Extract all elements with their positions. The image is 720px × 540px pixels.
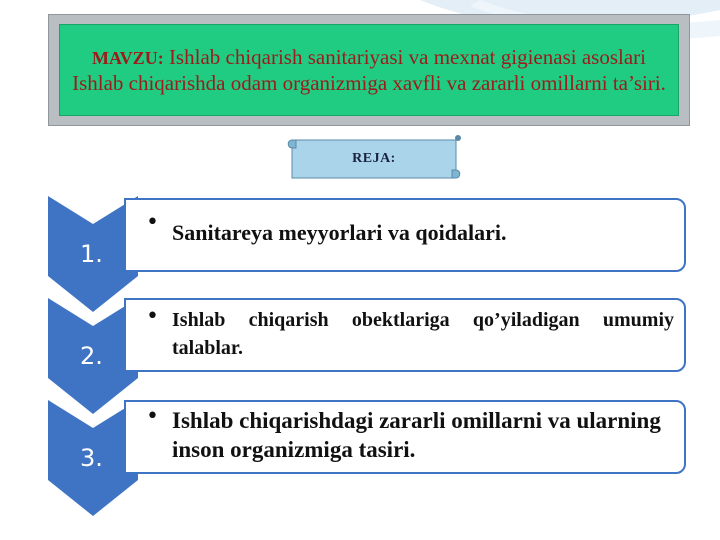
item-number-3: 3. xyxy=(80,444,103,472)
list-item-text: Sanitareya meyyorlari va qoidalari. xyxy=(172,220,507,245)
title-prefix: MAVZU: xyxy=(92,47,164,68)
reja-label: REJA: xyxy=(352,151,396,166)
list-item-text: Ishlab chiqarishdagi zararli omillarni va ularning inson organizmiga tasiri. xyxy=(172,408,661,462)
title-frame xyxy=(48,14,690,126)
bullet-icon: • xyxy=(146,304,159,329)
bullet-icon: • xyxy=(146,210,159,235)
item-number-2: 2. xyxy=(80,342,103,370)
page-title xyxy=(72,45,666,96)
title-body: Ishlab chiqarish sanitariyasi va mexnat gigienasi asoslari Ishlab chiqarishda odam organizmiga xavfli va zararli omillarni ta’siri xyxy=(72,44,661,95)
item-number-1: 1. xyxy=(80,240,103,268)
title-suffix: . xyxy=(660,70,666,95)
list-item-3 xyxy=(124,400,686,474)
title-panel xyxy=(59,24,679,116)
list-item-text: Ishlab chiqarish obektlariga qo’yiladigan umumiy talablar. xyxy=(172,309,674,359)
bullet-icon: • xyxy=(146,404,159,429)
list-item-2 xyxy=(124,298,686,372)
list-item-1 xyxy=(124,198,686,272)
reja-scroll xyxy=(286,134,462,184)
